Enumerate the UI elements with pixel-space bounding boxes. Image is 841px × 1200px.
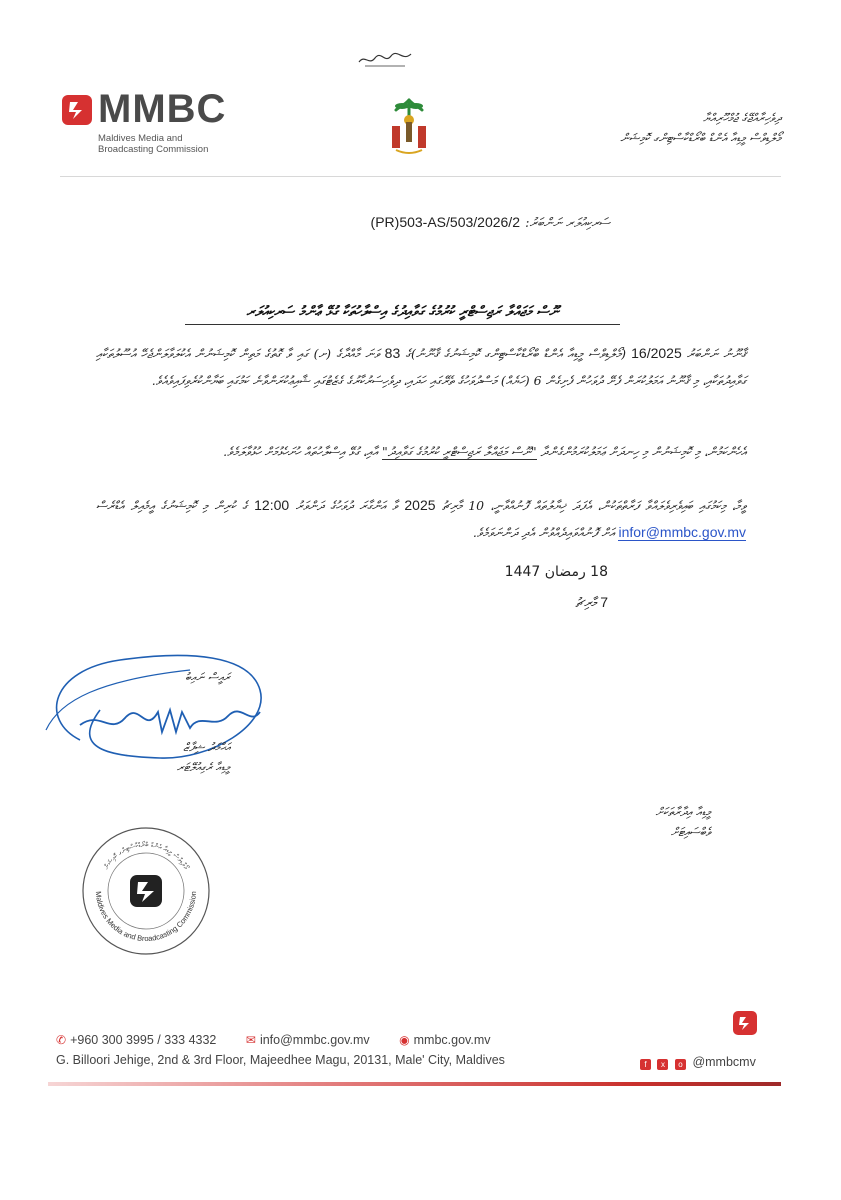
cc-recipients <box>656 802 712 842</box>
mail-icon: ✉ <box>245 1033 256 1047</box>
stamp-logo-icon <box>130 875 162 907</box>
gregorian-date <box>470 594 608 611</box>
footer-phone-text: +960 300 3995 / 333 4332 <box>70 1033 217 1047</box>
regulation-name-quote: "ނޫސް މަޖައްލާ ރަޖިސްޓްރީ ކުރުމުގެ ގަވާއިދު" <box>381 444 537 459</box>
globe-icon: ◉ <box>399 1033 410 1047</box>
gregorian-month: މާރިޗު <box>575 596 597 611</box>
national-emblem-icon <box>386 96 432 158</box>
p3-text-end: އަށް ފޮނުއްވައިދެއްވުން އެދި ދަންނަވަމެވެ. <box>472 525 619 540</box>
footer-social <box>640 1055 756 1070</box>
cc-line1: މީޑިއާ އިދާރާތަކަށް <box>655 805 711 819</box>
stamp-text-top: މޯލްޑިވްސް މީޑިއާ އެންޑް ބްރޯޑްކާސްޓިންގ ކޮމިޝަން <box>102 840 190 871</box>
submission-email-link[interactable]: infor@mmbc.gov.mv <box>618 524 746 540</box>
cc-line2: ވެބްސައިޓަށް <box>670 825 711 839</box>
document-title: ނޫސް މަޖައްލާ ރަޖިސްޓްރީ ކުރުމުގެ ގަވާއިދުގެ އިސްލާހުތަކާ ގުޅޭ ޢާންމު ސަރކިއުލަރ <box>185 304 620 325</box>
p3-text-after: ގެ ކުރިން މި ކޮމިޝަނުގެ އީމެއިލް އެޑްރެސް <box>96 498 255 513</box>
official-stamp <box>80 825 212 957</box>
svg-text:މޯލްޑިވްސް މީޑިއާ އެންޑް ބްރޯޑ <box>102 840 191 871</box>
footer-address: G. Billoori Jehige, 2nd & 3rd Floor, Majeedhee Magu, 20131, Male' City, Maldives <box>56 1053 505 1067</box>
p3-text-before: ވީމާ، މިކަމުގައި ބައިވެރިވެލައްވާ ފަރާތްތަކުން، އެފަދަ ޚިޔާލުތައް ފޮނުއްވާނީ، 10 މާރިޗު <box>435 498 746 513</box>
circular-reference <box>60 212 610 231</box>
footer-phone <box>56 1033 216 1047</box>
bismillah-calligraphy <box>355 48 415 70</box>
stamp-text-bottom: Maldives Media and Broadcasting Commission <box>93 890 199 944</box>
p1-text-after: ވަނަ މާއްދާގެ (ށ) ގައި ވާ ގޮތުގެ މަތިން ކޮމިޝަނުން އެކުލަވާލަންޖެހޭ އުސޫލުތަކާއި ގަވާއިދުތަކާއި، މި ޤާނޫނު އަމަލުކުރަން ފެށޭ ދުވަހުން ފެށިގެން 6 (ހަޔެއް) މަސްދުވަހުގެ ތެރޭގައި ހަދައި، ދިވެހިސަރުކާރުގެ ގެޒެޓުގައި ޝާއިޢުކުރަންވާނެ ކަމުގައި ބަޔާންކުރެވިފައިވެއެވެ. <box>96 346 746 388</box>
social-handle[interactable]: @mmbcmv <box>692 1055 756 1069</box>
brand-name: MMBC <box>98 87 227 131</box>
gregorian-day: 7 <box>600 594 608 610</box>
signatory-role: މީޑިއާ ރެގިއުލޭޓަރ <box>176 760 230 774</box>
reference-label: ސަރކިއުލަރ ނަންބަރު: <box>525 216 610 231</box>
hijri-date: 18 رمضان 1447 <box>504 564 608 580</box>
article-number: 83 <box>384 345 401 361</box>
footer-color-bar <box>48 1082 781 1086</box>
deadline-time: 12:00 <box>254 497 290 513</box>
organization-name <box>620 108 781 148</box>
deadline-year: 2025 <box>404 497 436 513</box>
body-paragraph-1 <box>96 340 746 394</box>
facebook-icon[interactable]: f <box>640 1059 651 1070</box>
phone-icon: ✆ <box>56 1033 67 1047</box>
footer-email-text: info@mmbc.gov.mv <box>259 1033 370 1047</box>
organization-line1: ދިވެހިރާއްޖޭގެ ޖުމްހޫރިއްޔާ <box>703 111 781 125</box>
mmbc-logo-mark-icon <box>60 93 94 127</box>
signatory-title: ރައީސް ނައިބު <box>185 670 230 684</box>
body-paragraph-3 <box>96 492 746 546</box>
header-divider <box>60 176 781 177</box>
p2-text-after: އާއި، ގުޅޭ އިސްލާހުތައް ހުށަހެޅުމަށް ހުޅުވާލަމެވެ. <box>223 444 382 459</box>
brand-subtitle <box>98 133 248 155</box>
p1-text-before: ޤާނޫނު ނަންބަރު <box>681 346 746 361</box>
mmbc-logo <box>60 87 240 163</box>
law-number: 16/2025 <box>631 345 682 361</box>
brand-subtitle-line2: Broadcasting Commission <box>98 144 209 155</box>
p2-text-before: އެހެންކަމުން، މި ކޮމިޝަނުން މި ހިނދަށް ޢަމަލުކުރަމުންގެންދާ <box>536 444 746 459</box>
organization-line2: މޯލްޑިވްސް މީޑިއާ އެންޑް ބްރޯޑްކާސްޓިންގ ކޮމިޝަން <box>620 131 781 145</box>
reference-number: (PR)503-AS/503/2026/2 <box>370 214 520 230</box>
footer-website[interactable] <box>399 1033 490 1047</box>
footer-email[interactable] <box>246 1033 370 1047</box>
x-icon[interactable]: x <box>657 1059 668 1070</box>
footer-logo-mark-icon <box>732 1010 758 1036</box>
instagram-icon[interactable]: o <box>675 1059 686 1070</box>
p1-text-mid: (މޯލްޑިވްސް މީޑިއާ އެންޑް ބްރޯޑްކާސްޓިންގ ކޮމިޝަނުގެ ޤާނޫނު)ގެ <box>400 346 632 361</box>
brand-subtitle-line1: Maldives Media and <box>98 133 183 144</box>
signatory-name: އަޙްމަދު ޝިފާޒް <box>183 740 230 754</box>
body-paragraph-2 <box>96 438 746 465</box>
footer-web-text: mmbc.gov.mv <box>413 1033 491 1047</box>
footer-contacts <box>56 1033 517 1047</box>
p3-text-mid: ވާ އަންގާރަ ދުވަހުގެ ދަންވަރު <box>289 498 405 513</box>
